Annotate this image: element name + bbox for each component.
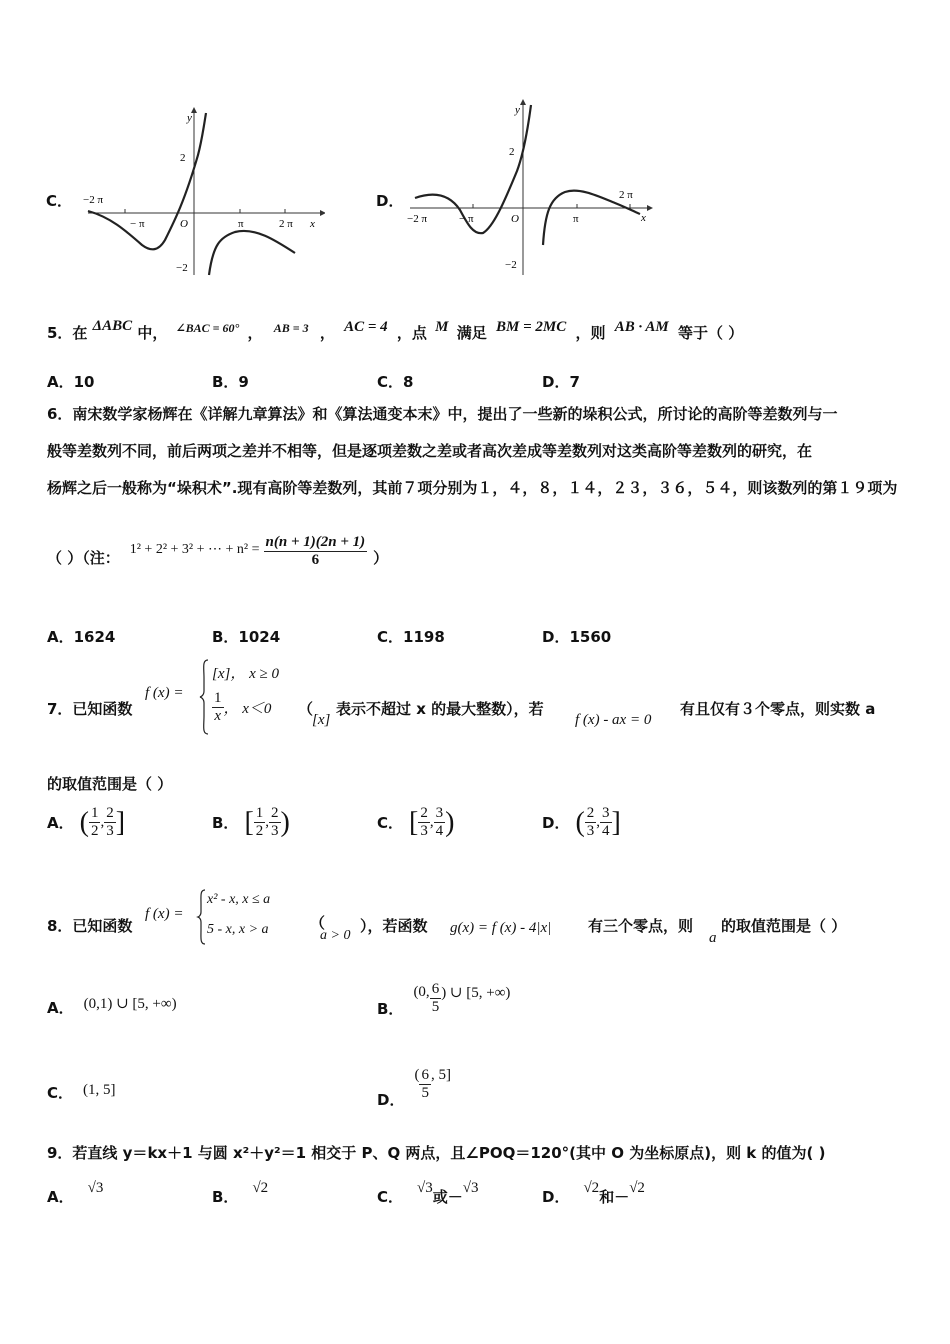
q5-ab: AB = 3 <box>273 321 309 335</box>
q7-case2-num: 1 <box>214 690 222 706</box>
axis-label-y: y <box>515 104 520 116</box>
question-9-text: 9．若直线 y＝kx＋1 与圆 x²＋y²＝1 相交于 P、Q 两点，且∠POQ＝120°(其中 O 为坐标原点)，则 k 的值为( ) <box>47 1144 826 1162</box>
q9-option-d[interactable] <box>542 1178 645 1206</box>
q6-option-a[interactable]: A．1624 <box>47 628 116 646</box>
q8-option-c[interactable] <box>47 1080 116 1101</box>
q8-paren: （ <box>310 914 326 932</box>
graph-c <box>80 105 325 280</box>
q8-option-a[interactable] <box>47 997 177 1018</box>
q5-bm-condition: BM = 2MC <box>495 319 567 335</box>
q6-fraction <box>264 534 368 569</box>
question-6-text <box>47 396 909 507</box>
q7-bracket-right: ) <box>445 806 455 838</box>
x-axis-arrow <box>647 205 653 211</box>
origin-label: O <box>511 213 519 225</box>
q5-text: 中， <box>137 324 168 342</box>
graph-d <box>405 95 655 280</box>
q8-option-value: , 5] <box>430 1067 451 1083</box>
q8-number: 8．已知函数 <box>47 917 133 935</box>
q7-bracket-right: ] <box>611 806 621 838</box>
tick-label-pi: π <box>573 213 579 225</box>
tick-label-pi: π <box>238 218 244 230</box>
q9-option-a[interactable] <box>47 1178 104 1206</box>
tick-label-2: 2 <box>509 146 515 158</box>
q5-text: 等于（ ） <box>677 324 744 342</box>
q7-bracket-left: ( <box>79 806 89 838</box>
q7-desc: 表示不超过 x 的最大整数），若 <box>336 700 544 718</box>
y-axis-arrow <box>520 99 526 105</box>
q7-option-c[interactable]: C． [ $\frac{2}{3}$ , $\frac{3}{4}$ ) <box>377 805 455 839</box>
q7-brace <box>198 658 210 736</box>
q5-comma: ， <box>247 324 263 342</box>
option-d-label: D． <box>376 192 404 210</box>
q8-brace <box>196 888 206 946</box>
q7-case2-fraction <box>212 690 224 725</box>
q7-case2-cond: ， x＜0 <box>223 701 272 717</box>
q5-number: 5．在 <box>47 324 88 342</box>
curve-left <box>88 113 206 249</box>
q5-option-b[interactable]: B．9 <box>212 373 249 391</box>
option-c-label: C． <box>46 192 73 210</box>
q7-bracket-left: [ <box>244 806 254 838</box>
q8-text: 的取值范围是（ ） <box>721 917 847 935</box>
q9-option-label: D． <box>542 1188 570 1206</box>
axis-label-y: y <box>187 112 192 124</box>
q7-frac: $\frac{2}{3}$ <box>586 805 595 839</box>
q7-fx: f (x) = <box>145 685 184 701</box>
q6-option-d[interactable]: D．1560 <box>542 628 612 646</box>
q7-paren-open: （ <box>298 700 314 718</box>
tick-label-2pi: 2 π <box>279 218 293 230</box>
q8-option-value: (0,1) ∪ [5, +∞) <box>83 996 177 1012</box>
curve-right <box>209 231 295 275</box>
q9-option-value: √3 <box>462 1180 479 1196</box>
q7-frac: $\frac{2}{3}$ <box>271 805 279 839</box>
q8-a-condition: a > 0 <box>320 928 351 943</box>
q9-option-value: √3 <box>87 1180 104 1196</box>
q7-option-a[interactable]: A． ( $\frac{1}{2}$ , $\frac{2}{3}$ ] <box>47 805 126 839</box>
q5-angle: ∠BAC = 60° <box>175 321 240 335</box>
q6-line: 般等差数列不同，前后两项之差并不相等，但是逐项差数之差或者高次差成等差数列对这类高阶等差数列的研究，在 <box>47 442 813 460</box>
q9-option-value: √2 <box>629 1180 645 1196</box>
q7-option-label: C． <box>377 814 404 832</box>
tick-label-neg2pi: −2 π <box>407 213 428 225</box>
q6-line: 杨辉之后一般称为“垛积术”.现有高阶等差数列，其前７项分别为１，４，８，１４，２３，３６，５４，则该数列的第１９项为 <box>47 479 898 497</box>
q8-case1: x² - x, x ≤ a <box>207 892 271 907</box>
tick-label-neg2: −2 <box>505 259 517 271</box>
q9-option-value: √2 <box>252 1180 269 1196</box>
q7-bracket-right: ) <box>280 806 290 838</box>
q7-case1: [x]， x ≥ 0 <box>212 666 279 682</box>
q7-tail: 有且仅有３个零点，则实数 a <box>680 700 876 718</box>
q6-sum: 1² + 2² + 3² + ⋯ + n² = <box>129 542 260 557</box>
q7-case2 <box>212 690 271 725</box>
q5-dot-product: AB · AM <box>614 319 669 335</box>
q5-triangle: ΔABC <box>92 318 133 334</box>
q7-option-label: B． <box>212 814 239 832</box>
tick-label-neg2pi: −2 π <box>83 194 104 206</box>
q8-option-value: ) ∪ [5, +∞) <box>441 985 511 1001</box>
q9-option-connector: 或－ <box>432 1188 463 1206</box>
q7-option-d[interactable]: D． ( $\frac{2}{3}$ , $\frac{3}{4}$ ] <box>542 805 621 839</box>
q9-option-value: √2 <box>583 1180 600 1196</box>
q7-option-b[interactable]: B． [ $\frac{1}{2}$ , $\frac{2}{3}$ ) <box>212 805 290 839</box>
tick-label-negpi: − π <box>459 213 474 225</box>
q7-frac: $\frac{1}{2}$ <box>90 805 99 839</box>
q5-comma: ， <box>319 324 335 342</box>
q6-line: 6．南宋数学家杨辉在《详解九章算法》和《算法通变本末》中，提出了一些新的垛积公式，所讨论的高阶等差数列与一 <box>47 405 838 423</box>
q8-a: a <box>709 930 717 946</box>
q8-option-value: ( <box>414 1067 420 1083</box>
question-5 <box>47 318 744 343</box>
tick-label-neg2: −2 <box>176 262 188 274</box>
q8-option-label: D． <box>377 1091 405 1109</box>
axis-label-x: x <box>641 212 646 224</box>
axis-label-x: x <box>310 218 315 230</box>
q9-option-value: √3 <box>417 1180 433 1196</box>
q9-option-label: C． <box>377 1188 404 1206</box>
q8-g-function: g(x) = f (x) - 4|x| <box>450 920 552 936</box>
q7-floor: [x] <box>312 712 331 728</box>
q8-fx: f (x) = <box>145 906 184 922</box>
q8-frac: $\frac{6}{5}$ <box>421 1067 429 1101</box>
q5-point-m: M <box>435 319 449 335</box>
origin-label: O <box>180 218 188 230</box>
q8-text: ），若函数 <box>360 917 428 935</box>
q5-ac: AC = 4 <box>344 319 388 335</box>
q7-frac: $\frac{2}{3}$ <box>106 805 114 839</box>
q7-option-label: D． <box>542 814 570 832</box>
q9-option-connector: 和－ <box>599 1188 630 1206</box>
q5-text: ，点 <box>396 324 427 342</box>
q8-option-value: (0, <box>413 984 430 1000</box>
q8-frac: $\frac{6}{5}$ <box>431 981 440 1015</box>
q6-formula-line <box>47 534 389 575</box>
q8-option-value: (1, 5] <box>83 1082 116 1098</box>
q6-numerator: n(n + 1)(2n + 1) <box>265 534 366 550</box>
q5-text: 满足 <box>456 324 487 342</box>
q7-option-label: A． <box>47 814 74 832</box>
q6-close: ） <box>373 549 389 567</box>
q5-option-c[interactable]: C．8 <box>377 373 414 391</box>
q7-frac: $\frac{1}{2}$ <box>255 805 264 839</box>
q8-case2: 5 - x, x > a <box>207 922 269 937</box>
tick-label-negpi: − π <box>130 218 145 230</box>
q7-bracket-right: ] <box>115 806 126 838</box>
q7-line2: 的取值范围是（ ） <box>47 775 173 793</box>
q7-frac: $\frac{3}{4}$ <box>435 805 444 839</box>
x-axis-arrow <box>320 210 325 216</box>
q7-bracket-left: ( <box>575 806 585 838</box>
q7-number: 7．已知函数 <box>47 700 133 718</box>
q8-option-label: A． <box>47 999 74 1017</box>
y-axis-arrow <box>191 107 197 113</box>
q6-denominator: 6 <box>311 552 320 568</box>
q5-option-a[interactable]: A．10 <box>47 373 95 391</box>
tick-label-2pi: 2 π <box>619 189 633 201</box>
q8-option-label: B． <box>377 1000 404 1018</box>
q8-text: 有三个零点，则 <box>588 917 694 935</box>
q8-option-b[interactable] <box>377 975 511 1018</box>
q5-text: ，则 <box>575 324 606 342</box>
q9-option-label: A． <box>47 1188 74 1206</box>
q6-option-b[interactable]: B．1024 <box>212 628 281 646</box>
q7-frac: $\frac{3}{4}$ <box>602 805 610 839</box>
q7-bracket-left: [ <box>409 806 419 838</box>
q8-option-d[interactable] <box>377 1058 451 1109</box>
q7-case2-den: x <box>214 708 222 724</box>
q7-frac: $\frac{2}{3}$ <box>420 805 428 839</box>
q8-option-label: C． <box>47 1084 74 1102</box>
q9-option-b[interactable] <box>212 1178 269 1206</box>
tick-label-2: 2 <box>180 152 186 164</box>
q6-paren: （ ）（注： <box>47 549 120 567</box>
q9-option-c[interactable] <box>377 1178 479 1206</box>
q6-option-c[interactable]: C．1198 <box>377 628 445 646</box>
q5-option-d[interactable]: D．7 <box>542 373 580 391</box>
q7-equation: f (x) - ax = 0 <box>575 712 652 728</box>
q9-option-label: B． <box>212 1188 239 1206</box>
